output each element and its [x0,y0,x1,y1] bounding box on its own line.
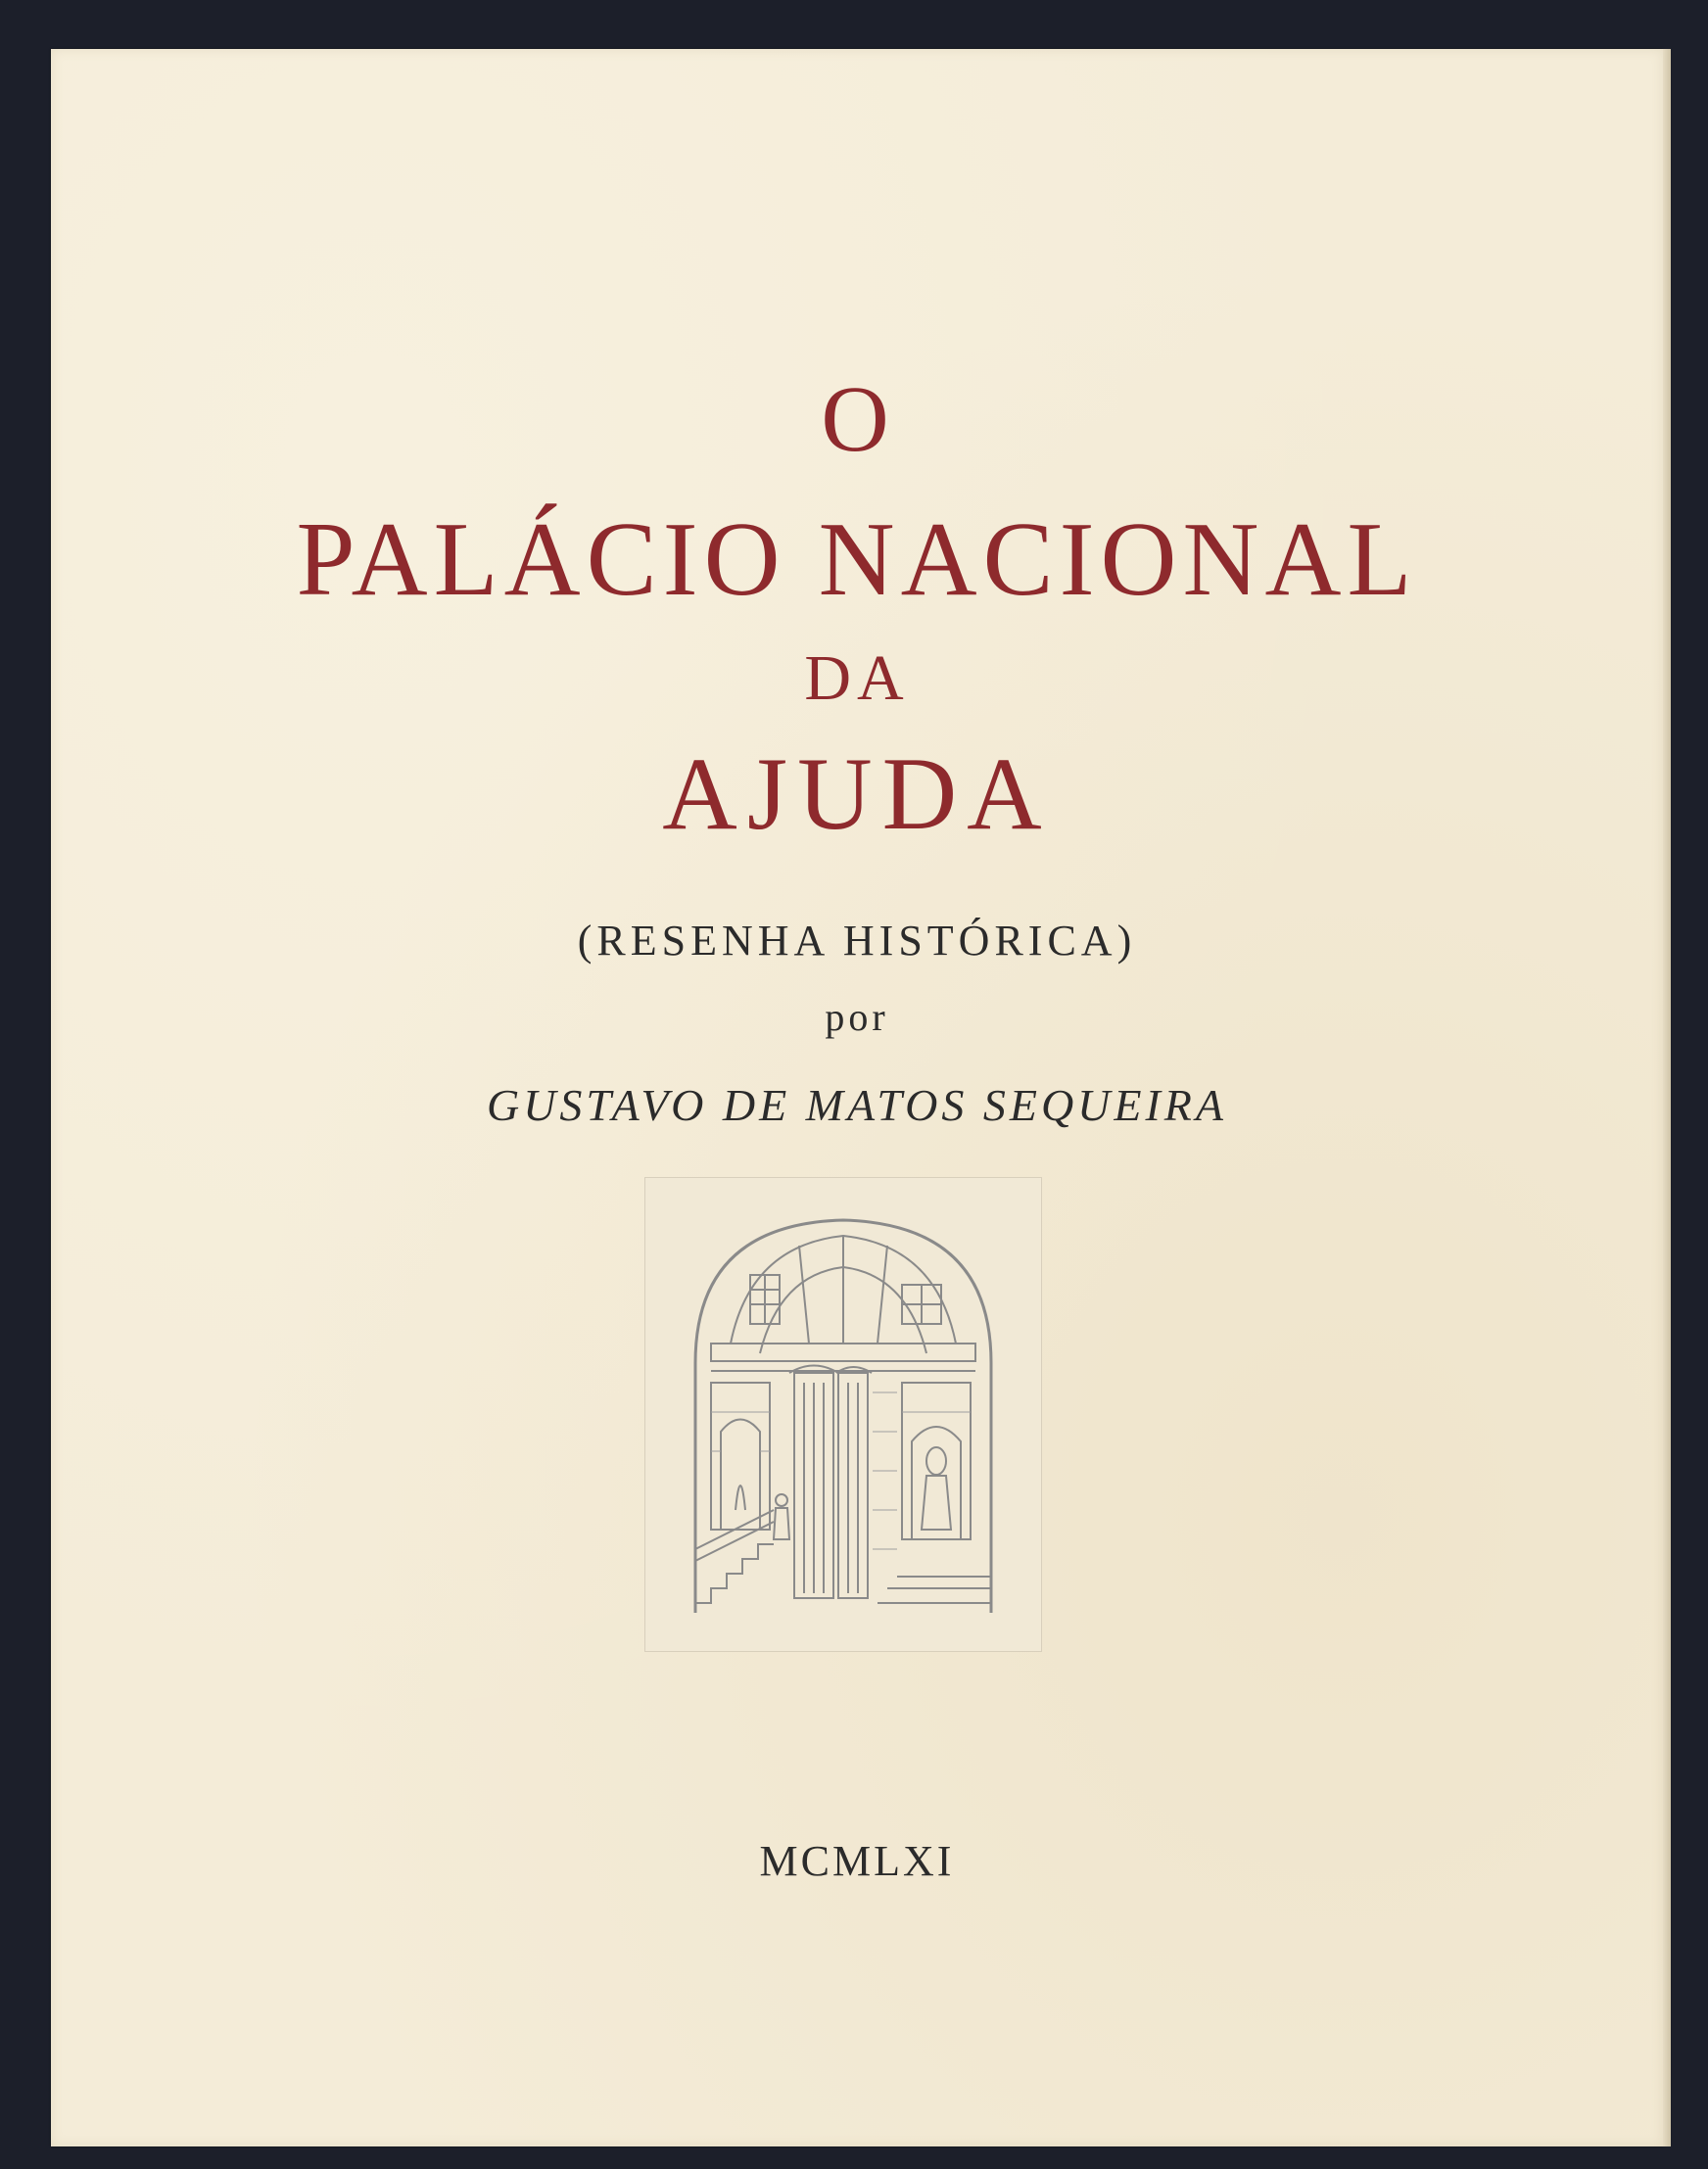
title-line-da: DA [804,642,910,714]
title-line-o: O [821,366,893,471]
illustration-plate [644,1177,1042,1652]
engraving-illustration [691,1216,995,1613]
book-cover [51,49,1663,2146]
subtitle: (RESENHA HISTÓRICA) [577,917,1137,965]
author-name: GUSTAVO DE MATOS SEQUEIRA [486,1080,1228,1130]
by-line: por [825,995,889,1039]
title-line-ajuda: AJUDA [662,736,1052,851]
title-line-palacio-nacional: PALÁCIO NACIONAL [296,501,1418,618]
publication-year: MCMLXI [759,1837,955,1885]
page-edge [1663,49,1671,2146]
